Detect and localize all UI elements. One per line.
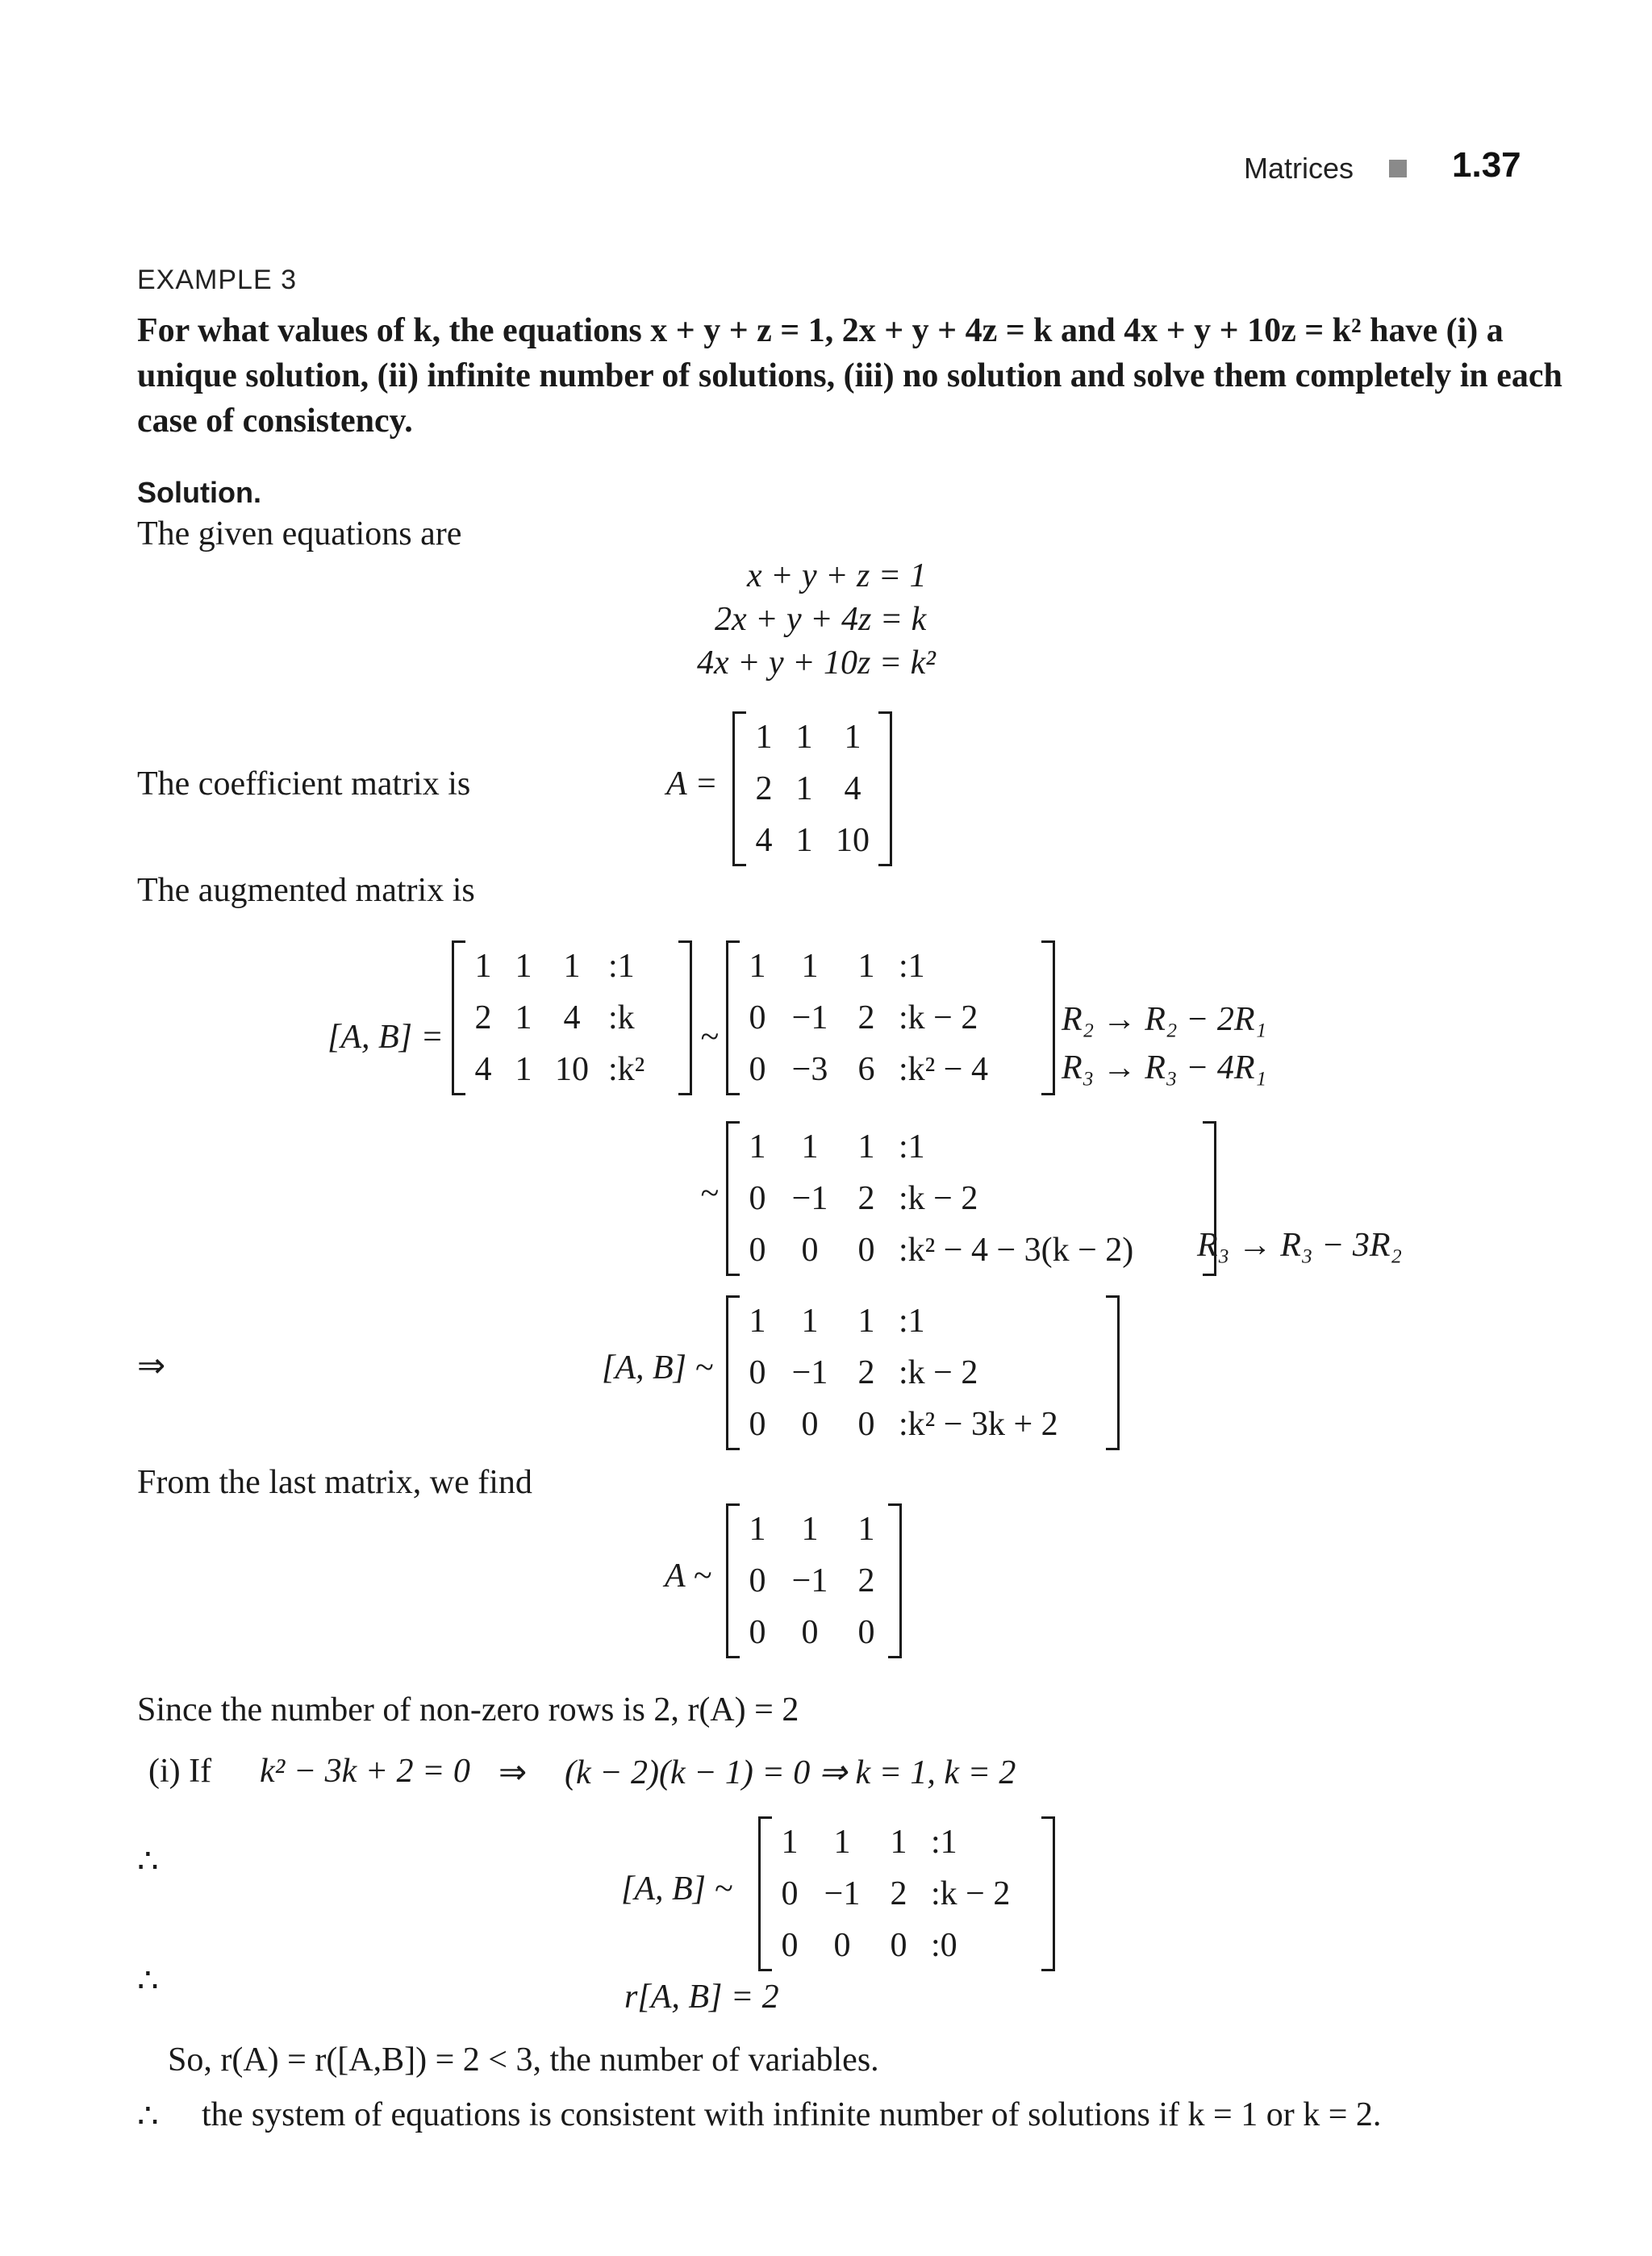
matrix-cell: 0 — [833, 1927, 851, 1964]
matrix-cell: 2 — [857, 1354, 875, 1391]
matrix-cell: 1 — [801, 1128, 819, 1166]
matrix-cell: :k − 2 — [899, 1180, 978, 1217]
matrix-row — [744, 711, 881, 763]
matrix-cell: 1 — [515, 999, 532, 1036]
matrix-row — [770, 1920, 1044, 1971]
matrix-row — [737, 1399, 1108, 1450]
matrix-cell: 4 — [474, 1051, 492, 1088]
matrix-cell: −3 — [791, 1051, 828, 1088]
matrix-cell: 2 — [857, 999, 875, 1036]
matrix-row — [737, 1555, 891, 1607]
a-tilde: A ~ — [665, 1558, 712, 1595]
matrix-cell: 10 — [555, 1051, 589, 1088]
matrix-cell: 0 — [857, 1614, 875, 1651]
matrix-cell: 1 — [795, 822, 813, 859]
so-line: So, r(A) = r([A,B]) = 2 < 3, the number of variables. — [168, 2041, 879, 2079]
matrix-cell: 10 — [836, 822, 870, 859]
tilde-1: ~ — [700, 1019, 719, 1056]
matrix-cell: 1 — [795, 770, 813, 807]
solution-label: Solution. — [137, 476, 261, 509]
matrix-cell: 1 — [890, 1824, 907, 1861]
conclusion: the system of equations is consistent with infinite number of solutions if k = 1 or k = 2. — [202, 2096, 1382, 2133]
header-square-icon — [1389, 160, 1407, 177]
matrix-cell: −1 — [791, 1562, 828, 1599]
case-i-equation: k² − 3k + 2 = 0 — [260, 1753, 470, 1790]
matrix-cell: 1 — [749, 1303, 766, 1340]
coefficient-lhs: A = — [666, 765, 718, 803]
case-i-label: (i) If — [148, 1753, 212, 1790]
matrix-cell: 0 — [801, 1406, 819, 1443]
row-op-r2: R₂ → R₂ − 2R₁ — [1062, 1001, 1267, 1038]
matrix-cell: 1 — [755, 719, 773, 756]
rank-ab: r[A, B] = 2 — [624, 1979, 779, 2016]
matrix-cell: :1 — [899, 1303, 925, 1340]
matrix-row — [737, 1173, 1205, 1224]
matrix-cell: :k − 2 — [899, 999, 978, 1036]
bracket-right — [888, 1503, 902, 1658]
matrix-cell: 4 — [563, 999, 581, 1036]
bracket-right — [1106, 1295, 1120, 1450]
matrix-cell: 0 — [749, 999, 766, 1036]
bracket-left — [732, 711, 746, 866]
bracket-left — [452, 940, 465, 1095]
matrix-cell: 2 — [755, 770, 773, 807]
bracket-right — [878, 711, 892, 866]
row-op-r3b: R₃ → R₃ − 3R₂ — [1197, 1227, 1403, 1264]
problem-statement: For what values of k, the equations x + y + z = 1, 2x + y + 4z = k and 4x + y + 10z = k² have (i) a unique solution, (ii) infinite number of solutions, (iii) no solution and solve them completely in each case of consistency. — [137, 312, 1562, 440]
matrix-cell: 2 — [890, 1875, 907, 1912]
matrix-cell: 2 — [474, 999, 492, 1036]
therefore-3: ∴ — [137, 2098, 159, 2135]
case-i-result: (k − 2)(k − 1) = 0 ⇒ k = 1, k = 2 — [565, 1754, 1016, 1791]
running-head-chapter: Matrices — [1244, 152, 1354, 185]
matrix-cell: 1 — [781, 1824, 799, 1861]
matrix-cell: 0 — [890, 1927, 907, 1964]
matrix-cell: −1 — [791, 1180, 828, 1217]
matrix-cell: 1 — [801, 948, 819, 985]
matrix-row — [770, 1868, 1044, 1920]
matrix-cell: 0 — [749, 1180, 766, 1217]
matrix-cell: :k² − 4 — [899, 1051, 988, 1088]
implies-arrow: ⇒ — [137, 1348, 166, 1385]
matrix-row — [463, 1044, 681, 1095]
matrix-cell: 1 — [749, 1128, 766, 1166]
matrix-cell: 1 — [749, 1511, 766, 1548]
augmented-lhs-tilde-2: [A, B] ~ — [621, 1870, 733, 1908]
bracket-left — [726, 1295, 740, 1450]
matrix-cell: 0 — [749, 1614, 766, 1651]
matrix-row — [737, 940, 1044, 992]
augmented-lhs: [A, B] = — [327, 1019, 444, 1056]
matrix-cell: :1 — [608, 948, 635, 985]
matrix-cell: 1 — [857, 948, 875, 985]
matrix-cell: 0 — [801, 1232, 819, 1269]
bracket-right — [1041, 940, 1055, 1095]
bracket-left — [758, 1816, 772, 1971]
bracket-left — [726, 940, 740, 1095]
matrix-cell: 1 — [515, 948, 532, 985]
matrix-cell: 0 — [857, 1232, 875, 1269]
equation-1: x + y + z = 1 — [747, 557, 927, 594]
matrix-cell: −1 — [791, 1354, 828, 1391]
matrix-row — [463, 992, 681, 1044]
matrix-cell: 1 — [515, 1051, 532, 1088]
case-i-implies: ⇒ — [499, 1754, 528, 1791]
matrix-row — [737, 1503, 891, 1555]
bracket-left — [726, 1121, 740, 1276]
matrix-cell: 1 — [474, 948, 492, 985]
matrix-cell: 1 — [801, 1511, 819, 1548]
matrix-cell: −1 — [824, 1875, 861, 1912]
matrix-row — [737, 1044, 1044, 1095]
augmented-matrix-4 — [726, 1295, 1120, 1450]
coefficient-text: The coefficient matrix is — [137, 765, 471, 803]
matrix-row — [737, 1347, 1108, 1399]
matrix-cell: :k² − 4 − 3(k − 2) — [899, 1232, 1134, 1269]
matrix-cell: 1 — [833, 1824, 851, 1861]
bracket-right — [1041, 1816, 1055, 1971]
matrix-cell: 0 — [749, 1232, 766, 1269]
matrix-cell: 1 — [749, 948, 766, 985]
row-op-r3: R₃ → R₃ − 4R₁ — [1062, 1049, 1267, 1086]
matrix-cell: 4 — [755, 822, 773, 859]
tilde-2: ~ — [700, 1175, 719, 1212]
augmented-matrix-2 — [726, 940, 1055, 1095]
bracket-right — [678, 940, 692, 1095]
matrix-row — [737, 1607, 891, 1658]
matrix-cell: 0 — [749, 1354, 766, 1391]
equation-2: 2x + y + 4z = k — [715, 601, 927, 638]
matrix-cell: 1 — [801, 1303, 819, 1340]
matrix-cell: 4 — [844, 770, 861, 807]
matrix-cell: 6 — [857, 1051, 875, 1088]
matrix-cell: :1 — [899, 1128, 925, 1166]
matrix-cell: 0 — [801, 1614, 819, 1651]
augmented-matrix-5 — [758, 1816, 1055, 1971]
matrix-cell: 1 — [857, 1511, 875, 1548]
matrix-cell: 2 — [857, 1562, 875, 1599]
augmented-text: The augmented matrix is — [137, 872, 475, 909]
therefore-2: ∴ — [137, 1962, 159, 2000]
page-number: 1.37 — [1452, 145, 1521, 185]
matrix-cell: :1 — [931, 1824, 957, 1861]
matrix-cell: :1 — [899, 948, 925, 985]
matrix-cell: 2 — [857, 1180, 875, 1217]
intro-text: The given equations are — [137, 515, 462, 553]
rank-line: Since the number of non-zero rows is 2, r(A) = 2 — [137, 1691, 799, 1728]
matrix-cell: 0 — [857, 1406, 875, 1443]
augmented-matrix-3 — [726, 1121, 1216, 1276]
matrix-cell: 1 — [857, 1128, 875, 1166]
matrix-cell: −1 — [791, 999, 828, 1036]
matrix-cell: 1 — [857, 1303, 875, 1340]
example-tag: EXAMPLE 3 — [137, 265, 297, 295]
matrix-cell: :k² — [608, 1051, 645, 1088]
augmented-matrix-1 — [452, 940, 692, 1095]
matrix-cell: :0 — [931, 1927, 957, 1964]
last-matrix-text: From the last matrix, we find — [137, 1464, 532, 1501]
matrix-row — [770, 1816, 1044, 1868]
matrix-cell: 0 — [781, 1927, 799, 1964]
reduced-coefficient-matrix — [726, 1503, 902, 1658]
matrix-cell: 0 — [781, 1875, 799, 1912]
coefficient-matrix — [732, 711, 892, 866]
matrix-row — [463, 940, 681, 992]
matrix-cell: :k² − 3k + 2 — [899, 1406, 1058, 1443]
matrix-cell: 1 — [795, 719, 813, 756]
matrix-cell: 1 — [563, 948, 581, 985]
equation-3: 4x + y + 10z = k² — [697, 644, 936, 682]
matrix-cell: 1 — [844, 719, 861, 756]
matrix-row — [737, 1224, 1205, 1276]
matrix-cell: :k — [608, 999, 635, 1036]
matrix-row — [737, 1295, 1108, 1347]
matrix-cell: 0 — [749, 1562, 766, 1599]
matrix-cell: 0 — [749, 1051, 766, 1088]
matrix-cell: 0 — [749, 1406, 766, 1443]
matrix-row — [737, 992, 1044, 1044]
matrix-row — [744, 763, 881, 815]
matrix-cell: :k − 2 — [899, 1354, 978, 1391]
therefore-1: ∴ — [137, 1843, 159, 1880]
matrix-row — [737, 1121, 1205, 1173]
matrix-row — [744, 815, 881, 866]
augmented-lhs-tilde: [A, B] ~ — [602, 1349, 714, 1387]
matrix-cell: :k − 2 — [931, 1875, 1011, 1912]
bracket-left — [726, 1503, 740, 1658]
